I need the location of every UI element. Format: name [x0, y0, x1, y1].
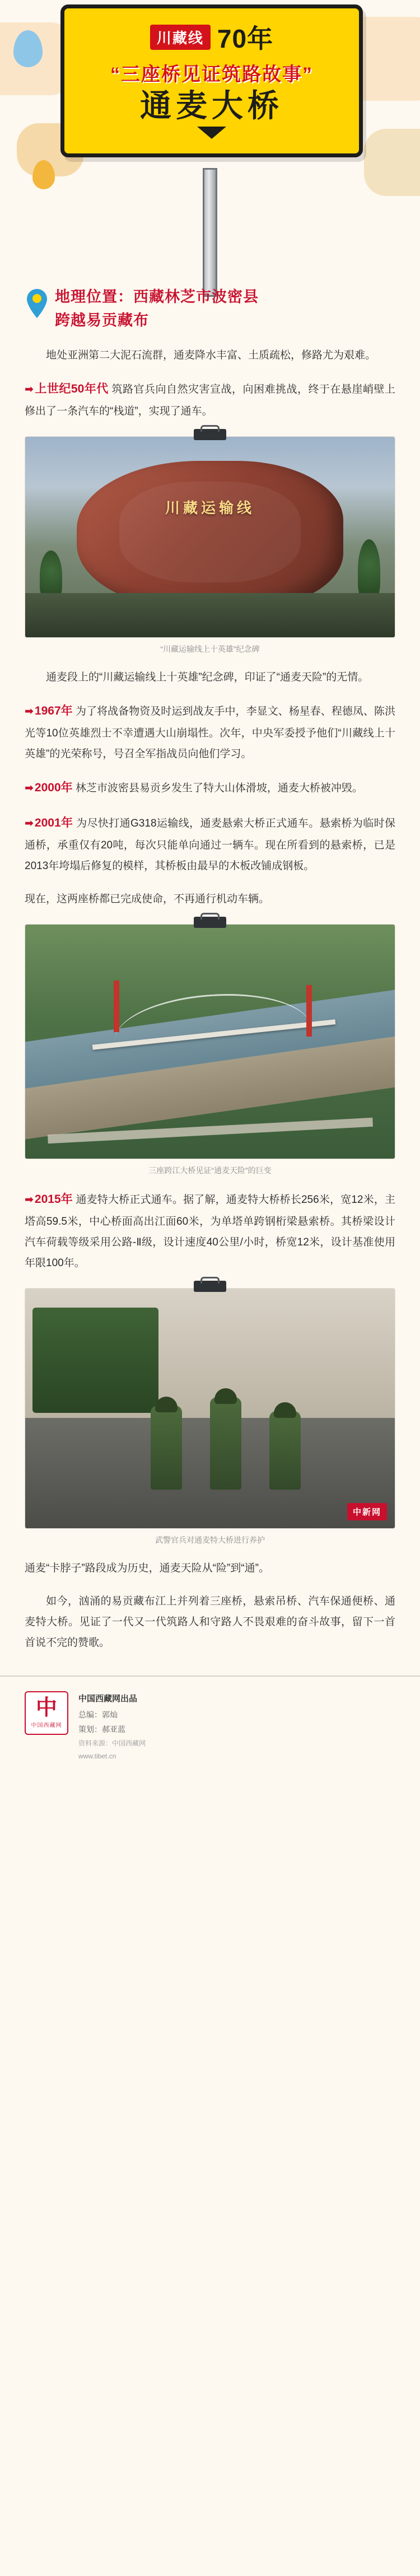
paragraph-1950s — [25, 378, 395, 422]
paragraph-now: 现在，这两座桥都已完成使命，不再通行机动车辆。 — [25, 893, 270, 905]
paragraph-final: 如今，汹涌的易贡藏布江上并列着三座桥，悬索吊桥、汽车保通便桥、通麦特大桥。见证了一代又一代筑路人和守路人不畏艰难的奋斗故事，留下一首首说不完的赞歌。 — [25, 1595, 395, 1649]
year-label-2001: 2001年 — [34, 816, 73, 829]
figure-monument-caption: “川藏运输线上十英雄”纪念碑 — [160, 644, 260, 654]
sign-arrow-icon — [197, 127, 226, 139]
series-tag: 川藏线 — [150, 25, 211, 50]
year-label-1967: 1967年 — [34, 704, 73, 717]
paragraph-2015 — [25, 1188, 395, 1273]
paragraph-2015-text: 通麦特大桥正式通车。据了解，通麦特大桥桥长256米，宽12米，主塔高59.5米，中心桥面高出江面60米，为单塔单跨钢桁梁悬索桥。其桥梁设计汽车荷载等级采用公路-Ⅱ级，设计速度40公里/小时，桥宽12米，设计基准使用年限100年。 — [25, 1193, 396, 1269]
figure-soldiers — [25, 1288, 395, 1546]
sign-post — [203, 168, 217, 297]
footer-line-2: 总编：郭灿 — [78, 1710, 118, 1719]
location-line-1: 地理位置：西藏林芝市波密县 — [55, 288, 259, 305]
footer-credits — [78, 1691, 146, 1762]
year-label-2000: 2000年 — [34, 781, 73, 794]
article-content — [0, 345, 420, 1653]
arrow-icon-2001: ➡ — [25, 817, 34, 829]
location-block — [0, 286, 420, 333]
location-pin-icon — [25, 286, 49, 322]
arrow-icon: ➡ — [25, 383, 34, 395]
logo-subtitle: 中国西藏网 — [31, 1723, 62, 1729]
page-title: 通麦大桥 — [140, 88, 283, 123]
figure-bridges-caption: 三座跨江大桥见证“通麦天险”的巨变 — [148, 1165, 272, 1175]
paper-clip-icon-3 — [194, 1281, 226, 1295]
footer-line-3: 策划：郝亚蓝 — [78, 1725, 125, 1734]
header-banner — [0, 0, 420, 291]
arrow-icon-1967: ➡ — [25, 705, 34, 717]
photo-bridges-aerial — [25, 924, 395, 1159]
photo-monument — [25, 436, 395, 638]
paper-clip-icon-2 — [194, 917, 226, 931]
paragraph-history: 通麦“卡脖子”路段成为历史，通麦天险从“险”到“通”。 — [25, 1562, 269, 1574]
paragraph-1967 — [25, 700, 395, 764]
media-watermark-badge: 中新网 — [347, 1503, 387, 1520]
footer-line-1: 中国西藏网出品 — [78, 1694, 138, 1704]
footer-site-url: www.tibet.cn — [78, 1752, 116, 1760]
paragraph-2001-text: 为尽快打通G318运输线，通麦悬索大桥正式通车。悬索桥为临时保通桥，承重仅有20吨，每次只能单向通过一辆车。现在所看到的悬索桥，已是2013年垮塌后修复的模样，其桥板由最早的木板改铺成钢板。 — [25, 817, 396, 872]
headline-subtitle: “三座桥见证筑路故事” — [110, 64, 313, 85]
year-label-2015: 2015年 — [34, 1192, 73, 1206]
monument-carved-text: 川藏运输线 — [165, 500, 255, 517]
arrow-icon-2000: ➡ — [25, 782, 34, 794]
sign-wrapper — [60, 4, 363, 157]
year-label-1950s: 上世纪50年代 — [34, 382, 109, 395]
figure-monument — [25, 436, 395, 655]
paragraph-2000 — [25, 777, 395, 800]
headline-row-top — [77, 18, 347, 55]
logo-mark: 中 — [35, 1696, 57, 1720]
paper-clip-icon — [194, 429, 226, 444]
site-logo — [25, 1691, 68, 1735]
arrow-icon-2015: ➡ — [25, 1193, 34, 1206]
location-line-2: 跨越易贡藏布 — [55, 311, 149, 329]
location-text — [55, 286, 259, 333]
photo-soldiers-maintenance — [25, 1288, 395, 1529]
paragraph-1967-text: 为了将战备物资及时运到战友手中，李显文、杨星春、程德凤、陈洪光等10位英雄烈士不幸遭遇大山崩塌性。次年，中央军委授予他们“川藏线上十英雄”的光荣称号，号召全军指战员向他们学习。 — [25, 705, 395, 760]
paragraph-1950s-text: 筑路官兵向自然灾害宣战，向困难挑战，终于在悬崖峭壁上修出了一条汽车的“栈道”，实现了通车。 — [25, 383, 395, 417]
headline-sign — [60, 4, 363, 157]
figure-soldiers-caption: 武警官兵对通麦特大桥进行养护 — [155, 1535, 265, 1544]
paragraph-2001 — [25, 812, 395, 876]
footer — [0, 1676, 420, 1781]
footer-line-4: 资料来源：中国西藏网 — [78, 1739, 146, 1747]
paragraph-intro: 地处亚洲第二大泥石流群，通麦降水丰富、土质疏松，修路尤为艰难。 — [46, 349, 376, 361]
figure-bridges — [25, 924, 395, 1176]
paragraph-2000-text: 林芝市波密县易贡乡发生了特大山体滑坡，通麦大桥被冲毁。 — [75, 782, 363, 794]
paragraph-monument: 通麦段上的“川藏运输线上十英雄”纪念碑，印证了“通麦天险”的无情。 — [46, 671, 369, 683]
anniversary-years: 70年 — [217, 24, 274, 53]
